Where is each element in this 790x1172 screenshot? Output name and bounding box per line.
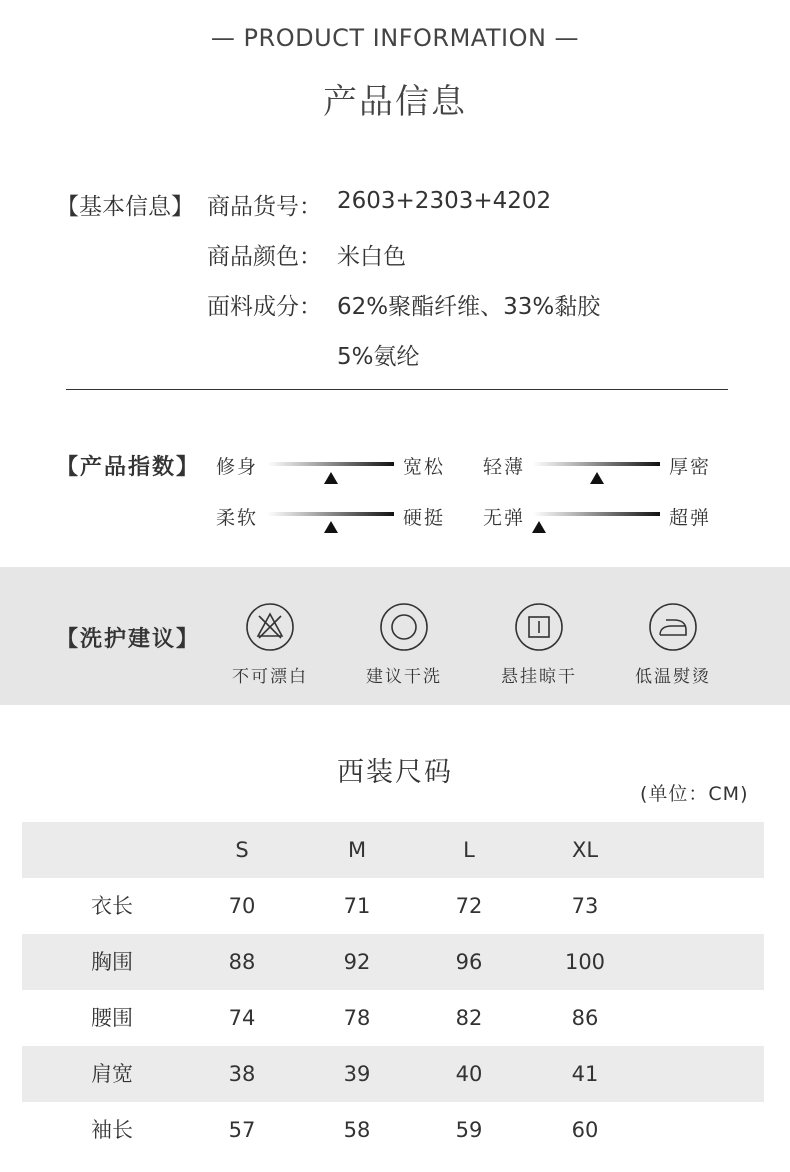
table-cell: 78 (343, 1006, 371, 1030)
scale-softness-right-label: 硬挺 (403, 507, 446, 529)
scale-softness-marker (324, 521, 338, 533)
scale-softness-left-label: 柔软 (216, 507, 259, 529)
scale-fit-left-label: 修身 (216, 456, 259, 478)
table-cell: 92 (343, 950, 371, 974)
table-row-label: 衣长 (91, 894, 133, 918)
table-row (22, 1046, 764, 1102)
size-chart-unit: (单位：CM) (640, 783, 749, 805)
table-cell: 58 (343, 1118, 371, 1142)
table-row (22, 1102, 764, 1158)
table-cell: 96 (455, 950, 483, 974)
dry-clean-icon (379, 602, 429, 652)
table-cell: 88 (228, 950, 256, 974)
product-index-label: 【产品指数】 (56, 455, 201, 480)
size-chart-title: 西装尺码 (337, 757, 453, 788)
table-row (22, 990, 764, 1046)
care-item-hang-dry (484, 602, 594, 687)
table-cell: 60 (571, 1118, 599, 1142)
table-cell: 73 (571, 894, 599, 918)
scale-stretch-bar (533, 512, 660, 516)
table-header-cell: M (347, 838, 367, 862)
table-cell: 57 (228, 1118, 256, 1142)
table-cell: 74 (228, 1006, 256, 1030)
table-cell: 86 (571, 1006, 599, 1030)
table-header-cell: S (235, 838, 249, 862)
section-title-en: — PRODUCT INFORMATION — (210, 24, 580, 52)
care-item-label: 建议干洗 (366, 667, 442, 687)
table-row (22, 934, 764, 990)
scale-stretch-left-label: 无弹 (483, 507, 526, 529)
scale-fit-bar (267, 462, 394, 466)
basic-info-label: 【基本信息】 (56, 194, 194, 220)
section-title-cn: 产品信息 (323, 82, 467, 122)
table-row-label: 肩宽 (91, 1062, 133, 1086)
low-iron-icon (648, 602, 698, 652)
care-item-label: 低温熨烫 (635, 667, 711, 687)
color-key: 商品颜色： (207, 244, 322, 270)
table-header-cell: XL (571, 838, 599, 862)
scale-stretch-marker (532, 521, 546, 533)
table-cell: 71 (343, 894, 371, 918)
table-header-cell (52, 822, 172, 878)
table-row-label: 腰围 (91, 1006, 133, 1030)
fabric-key: 面料成分： (207, 294, 322, 320)
color-value: 米白色 (337, 244, 406, 270)
care-item-no-bleach (215, 602, 325, 687)
no-bleach-icon (245, 602, 295, 652)
care-label: 【洗护建议】 (56, 627, 201, 652)
table-cell: 40 (455, 1062, 483, 1086)
table-cell: 39 (343, 1062, 371, 1086)
scale-thickness-left-label: 轻薄 (483, 456, 526, 478)
table-cell: 82 (455, 1006, 483, 1030)
scale-thickness-bar (533, 462, 660, 466)
table-row-label: 袖长 (91, 1118, 133, 1142)
table-row-label: 胸围 (91, 950, 133, 974)
table-cell: 100 (564, 950, 606, 974)
fabric-value: 62%聚酯纤维、33%黏胶 (337, 294, 601, 320)
table-cell: 72 (455, 894, 483, 918)
article-number-key: 商品货号： (207, 194, 322, 220)
scale-thickness-marker (590, 472, 604, 484)
hang-dry-icon (514, 602, 564, 652)
care-item-label: 不可漂白 (232, 667, 308, 687)
care-item-low-iron (618, 602, 728, 687)
care-item-dry-clean (349, 602, 459, 687)
scale-fit-right-label: 宽松 (403, 456, 446, 478)
table-cell: 59 (455, 1118, 483, 1142)
table-cell: 38 (228, 1062, 256, 1086)
fabric-value-continued: 5%氨纶 (337, 344, 420, 370)
article-number-value: 2603+2303+4202 (337, 188, 552, 214)
table-header-row (22, 822, 764, 878)
size-table (22, 822, 764, 1158)
scale-stretch-right-label: 超弹 (669, 507, 712, 529)
scale-softness-bar (267, 512, 394, 516)
scale-thickness-right-label: 厚密 (669, 456, 712, 478)
table-cell: 41 (571, 1062, 599, 1086)
table-header-cell: L (463, 838, 475, 862)
table-row (22, 878, 764, 934)
scale-fit-marker (324, 472, 338, 484)
care-item-label: 悬挂晾干 (501, 667, 577, 687)
section-divider (66, 389, 728, 390)
table-cell: 70 (228, 894, 256, 918)
